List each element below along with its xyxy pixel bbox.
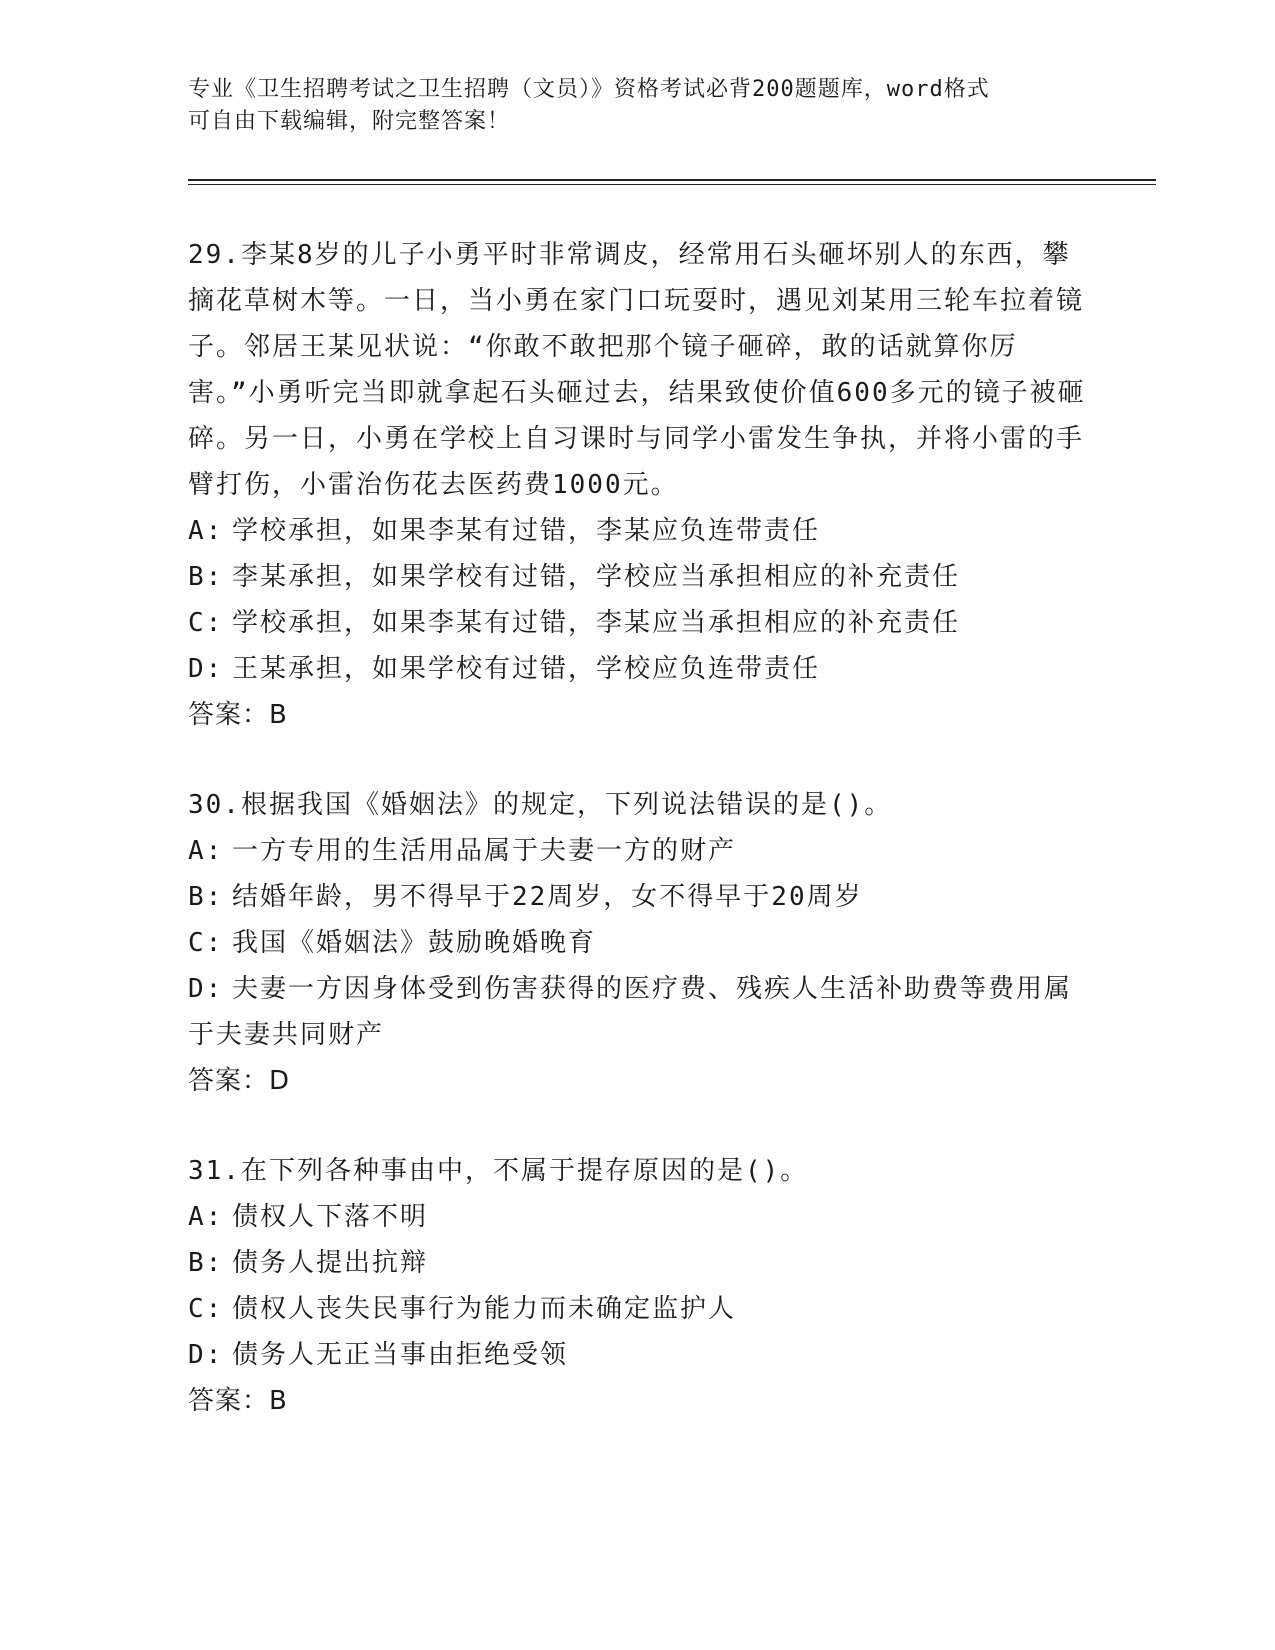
option-letter: A: (188, 516, 224, 546)
option-text: 债权人下落不明 (232, 1202, 429, 1232)
option-text: 债务人无正当事由拒绝受领 (232, 1340, 569, 1370)
option-text: 一方专用的生活用品属于夫妻一方的财产 (232, 836, 737, 866)
option-b (188, 874, 1088, 920)
option-text: 王某承担，如果学校有过错，学校应负连带责任 (232, 654, 821, 684)
option-letter: B: (188, 562, 224, 592)
header-line-2: 可自由下载编辑，附完整答案！ (188, 109, 511, 134)
answer-line: 答案：B (188, 700, 288, 730)
option-letter: B: (188, 882, 224, 912)
question-stem: 29.李某8岁的儿子小勇平时非常调皮，经常用石头砸坏别人的东西，攀摘花草树木等。一日，当小勇在家门口玩耍时，遇见刘某用三轮车拉着镜子。邻居王某见状说：“你敢不敢把那个镜子砸碎，敢的话就算你厉害。”小勇听完当即就拿起石头砸过去，结果致使价值600多元的镜子被砸碎。另一日，小勇在学校上自习课时与同学小雷发生争执，并将小雷的手臂打伤，小雷治伤花去医药费1000元。 (188, 240, 1086, 500)
option-d (188, 1332, 1088, 1378)
option-text: 学校承担，如果李某有过错，李某应负连带责任 (232, 516, 821, 546)
option-b (188, 554, 1088, 600)
option-letter: C: (188, 608, 224, 638)
option-letter: D: (188, 974, 224, 1004)
option-letter: D: (188, 654, 224, 684)
option-c (188, 1286, 1088, 1332)
option-d (188, 966, 1088, 1058)
option-a (188, 508, 1088, 554)
question-stem: 30.根据我国《婚姻法》的规定，下列说法错误的是()。 (188, 790, 893, 820)
answer-line: 答案：D (188, 1066, 291, 1096)
option-text: 结婚年龄，男不得早于22周岁，女不得早于20周岁 (232, 882, 863, 912)
option-text: 债务人提出抗辩 (232, 1248, 429, 1278)
option-c (188, 920, 1088, 966)
option-a (188, 828, 1088, 874)
answer-line: 答案：B (188, 1386, 288, 1416)
question-31 (188, 1148, 1088, 1424)
option-letter: B: (188, 1248, 224, 1278)
header-divider-thin (188, 184, 1156, 185)
document-header (188, 74, 1068, 138)
question-stem: 31.在下列各种事由中，不属于提存原因的是()。 (188, 1156, 809, 1186)
option-text: 我国《婚姻法》鼓励晚婚晚育 (232, 928, 597, 958)
option-text: 夫妻一方因身体受到伤害获得的医疗费、残疾人生活补助费等费用属于夫妻共同财产 (188, 974, 1073, 1050)
option-text: 李某承担，如果学校有过错，学校应当承担相应的补充责任 (232, 562, 961, 592)
option-text: 债权人丧失民事行为能力而未确定监护人 (232, 1294, 737, 1324)
option-letter: A: (188, 836, 224, 866)
option-c (188, 600, 1088, 646)
question-list (188, 232, 1088, 1468)
option-a (188, 1194, 1088, 1240)
header-divider-thick (188, 179, 1156, 181)
option-letter: D: (188, 1340, 224, 1370)
question-29 (188, 232, 1088, 738)
option-letter: C: (188, 928, 224, 958)
option-text: 学校承担，如果李某有过错，李某应当承担相应的补充责任 (232, 608, 961, 638)
question-30 (188, 782, 1088, 1104)
option-b (188, 1240, 1088, 1286)
option-letter: A: (188, 1202, 224, 1232)
header-line-1: 专业《卫生招聘考试之卫生招聘（文员）》资格考试必背200题题库，word格式 (188, 77, 990, 102)
option-d (188, 646, 1088, 692)
option-letter: C: (188, 1294, 224, 1324)
